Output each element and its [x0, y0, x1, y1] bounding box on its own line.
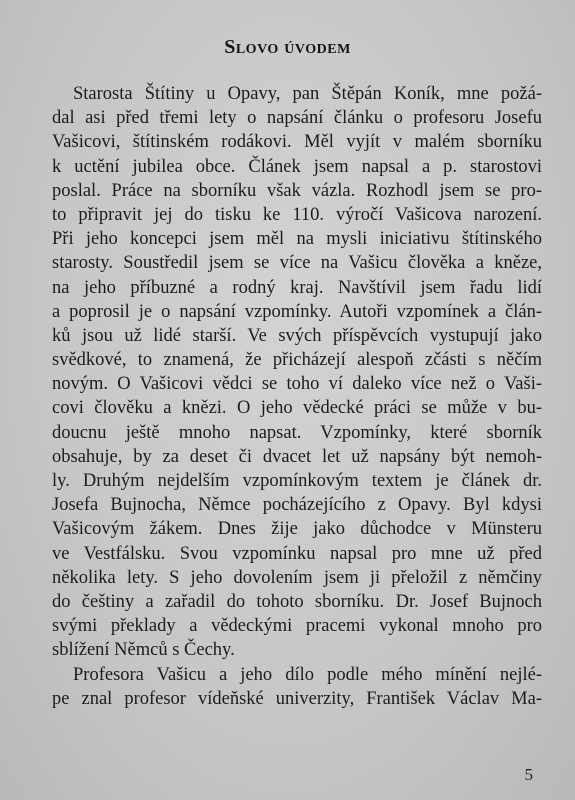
text-line: Při jeho koncepci jsem měl na mysli iniciativu štítinského: [52, 229, 542, 250]
text-line: pe znal profesor vídeňské univerzity, František Václav Ma-: [52, 688, 542, 709]
text-line: Vašicovým žákem. Dnes žije jako důchodce v Münsteru: [52, 519, 542, 540]
text-line: starosty. Soustředil jsem se více na Vašicu člověka a kněze,: [52, 253, 542, 274]
text-line: doucnu ještě mnoho napsat. Vzpomínky, které sborník: [52, 422, 542, 443]
text-line: svědkové, to znamená, že přicházejí alespoň zčásti s něčím: [52, 350, 542, 371]
text-line: poslal. Práce na sborníku však vázla. Rozhodl jsem se pro-: [52, 180, 542, 201]
text-line: do češtiny a zařadil do tohoto sborníku. Dr. Josef Bujnoch: [52, 591, 542, 612]
text-line: ků jsou už lidé starší. Ve svých příspěvcích vystupují jako: [52, 325, 542, 346]
text-line: Vašicovi, štítinském rodákovi. Měl vyjít v malém sborníku: [52, 132, 542, 153]
text-line: Starosta Štítiny u Opavy, pan Štěpán Koník, mne požá-: [73, 84, 542, 104]
paragraph-1: [52, 82, 542, 663]
text-line: na jeho příbuzné a rodný kraj. Navštívil jsem řadu lidí: [52, 277, 542, 298]
text-line: covi člověku a knězi. O jeho vědecké práci se může v bu-: [52, 398, 542, 419]
page-number: 5: [524, 765, 533, 784]
text-line: svými překlady a vědeckými pracemi vykonal mnoho pro: [52, 616, 542, 637]
text-line: k uctění jubilea obce. Článek jsem napsal a p. starostovi: [52, 156, 542, 177]
text-line: to připravit jej do tisku ke 110. výročí Vašicova narození.: [52, 204, 542, 225]
text-line: obsahuje, by za deset či dvacet let už napsány být nemoh-: [52, 446, 542, 467]
text-line: ve Vestfálsku. Svou vzpomínku napsal pro mne už před: [52, 543, 542, 564]
text-line: několika lety. S jeho dovolením jsem ji přeložil z němčiny: [52, 567, 542, 588]
text-line: ly. Druhým nejdelším vzpomínkovým textem je článek dr.: [52, 471, 542, 491]
text-line: novým. O Vašicovi vědci se toho ví daleko více než o Vaši-: [52, 374, 542, 395]
chapter-title: Slovo úvodem: [224, 36, 351, 58]
paragraph-2: [52, 663, 542, 711]
text-line: sblížení Němců s Čechy.: [52, 640, 235, 661]
body-text: [52, 82, 542, 711]
text-line: a poprosil je o napsání vzpomínky. Autoři vzpomínek a člán-: [52, 301, 542, 322]
text-line: dal asi před třemi lety o napsání článku o profesoru Josefu: [52, 108, 542, 129]
text-line: Profesora Vašicu a jeho dílo podle mého mínění nejlé-: [73, 664, 542, 685]
text-line: Josefa Bujnocha, Němce pocházejícího z Opavy. Byl kdysi: [52, 495, 542, 516]
